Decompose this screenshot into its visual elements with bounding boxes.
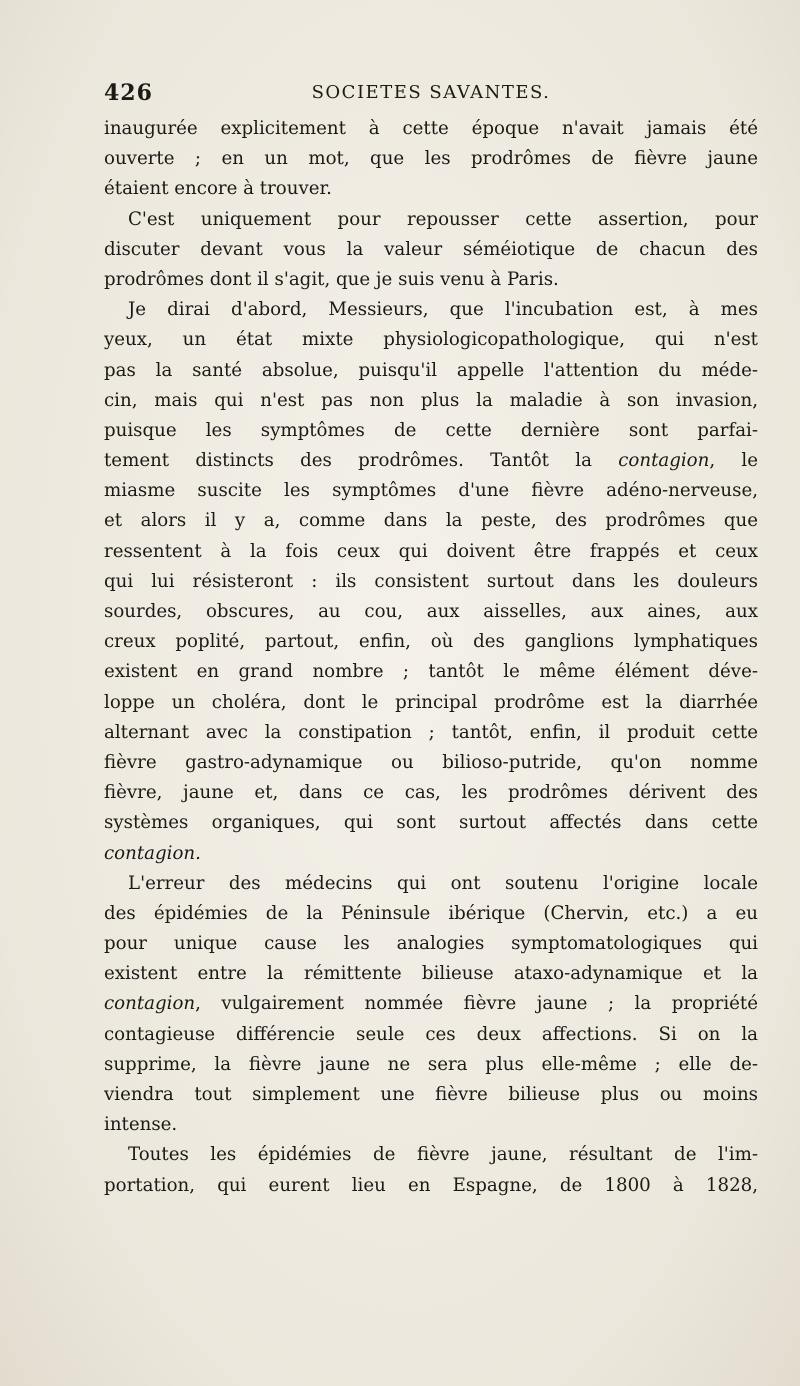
- text-line: prodrômes dont il s'agit, que je suis venu à Paris.: [104, 268, 559, 290]
- text-line: miasme suscite les symptômes d'une fièvre adéno-nerveuse,: [104, 480, 758, 502]
- italic-word: contagion: [104, 993, 196, 1015]
- italic-word: contagion: [618, 450, 710, 472]
- text-line: L'erreur des médecins qui ont soutenu l'origine locale: [128, 872, 758, 894]
- text-line: systèmes organiques, qui sont surtout affectés dans cette: [104, 812, 758, 834]
- text-line: loppe un choléra, dont le principal prodrôme est la diarrhée: [104, 691, 758, 713]
- text-line: existent en grand nombre ; tantôt le même élément déve-: [104, 661, 758, 683]
- text-line: yeux, un état mixte physiologicopathologique, qui n'est: [104, 329, 758, 351]
- page-header: [104, 80, 758, 110]
- body-text: [104, 114, 758, 1201]
- text-line: inaugurée explicitement à cette époque n'avait jamais été: [104, 118, 758, 139]
- text-line: et alors il y a, comme dans la peste, des prodrômes que: [104, 510, 758, 532]
- text-line: existent entre la rémittente bilieuse ataxo-adynamique et la: [104, 963, 758, 985]
- text-line: alternant avec la constipation ; tantôt, enfin, il produit cette: [104, 721, 758, 743]
- text-line: cin, mais qui n'est pas non plus la maladie à son invasion,: [104, 389, 758, 411]
- text-line: fièvre, jaune et, dans ce cas, les prodrômes dérivent des: [104, 782, 758, 804]
- text-line: contagieuse différencie seule ces deux affections. Si on la: [104, 1023, 758, 1045]
- running-head: SOCIETES SAVANTES.: [311, 82, 551, 103]
- text-line-italic: contagion.: [104, 842, 201, 864]
- text-line: portation, qui eurent lieu en Espagne, de 1800 à 1828,: [104, 1174, 758, 1196]
- page-number: 426: [104, 80, 153, 106]
- text-line: C'est uniquement pour repousser cette assertion, pour: [128, 208, 758, 230]
- text-line: Toutes les épidémies de fièvre jaune, résultant de l'im-: [128, 1144, 758, 1166]
- text-line: qui lui résisteront : ils consistent surtout dans les douleurs: [104, 570, 758, 592]
- text-line: sourdes, obscures, au cou, aux aisselles, aux aines, aux: [104, 601, 758, 622]
- text-line: Je dirai d'abord, Messieurs, que l'incubation est, à mes: [128, 299, 758, 321]
- text-line: tement distincts des prodrômes. Tantôt la contagion, le: [104, 450, 758, 472]
- text-line: creux poplité, partout, enfin, où des ganglions lymphatiques: [104, 631, 758, 653]
- text-line: contagion, vulgairement nommée fièvre jaune ; la propriété: [104, 993, 758, 1015]
- text-line: supprime, la fièvre jaune ne sera plus elle-même ; elle de-: [104, 1053, 758, 1075]
- text-line: viendra tout simplement une fièvre bilieuse plus ou moins: [104, 1084, 758, 1105]
- text-line: discuter devant vous la valeur séméiotique de chacun des: [104, 238, 758, 260]
- text-line: fièvre gastro-adynamique ou bilioso-putride, qu'on nomme: [104, 751, 758, 773]
- text-line: étaient encore à trouver.: [104, 178, 332, 200]
- text-line: pas la santé absolue, puisqu'il appelle l'attention du méde-: [104, 359, 758, 381]
- text-line: puisque les symptômes de cette dernière sont parfai-: [104, 419, 758, 441]
- text-line: pour unique cause les analogies symptomatologiques qui: [104, 933, 758, 955]
- text-line: ouverte ; en un mot, que les prodrômes de fièvre jaune: [104, 148, 758, 170]
- text-line: intense.: [104, 1114, 178, 1136]
- text-line: des épidémies de la Péninsule ibérique (Chervin, etc.) a eu: [104, 902, 758, 924]
- text-line: ressentent à la fois ceux qui doivent être frappés et ceux: [104, 540, 758, 562]
